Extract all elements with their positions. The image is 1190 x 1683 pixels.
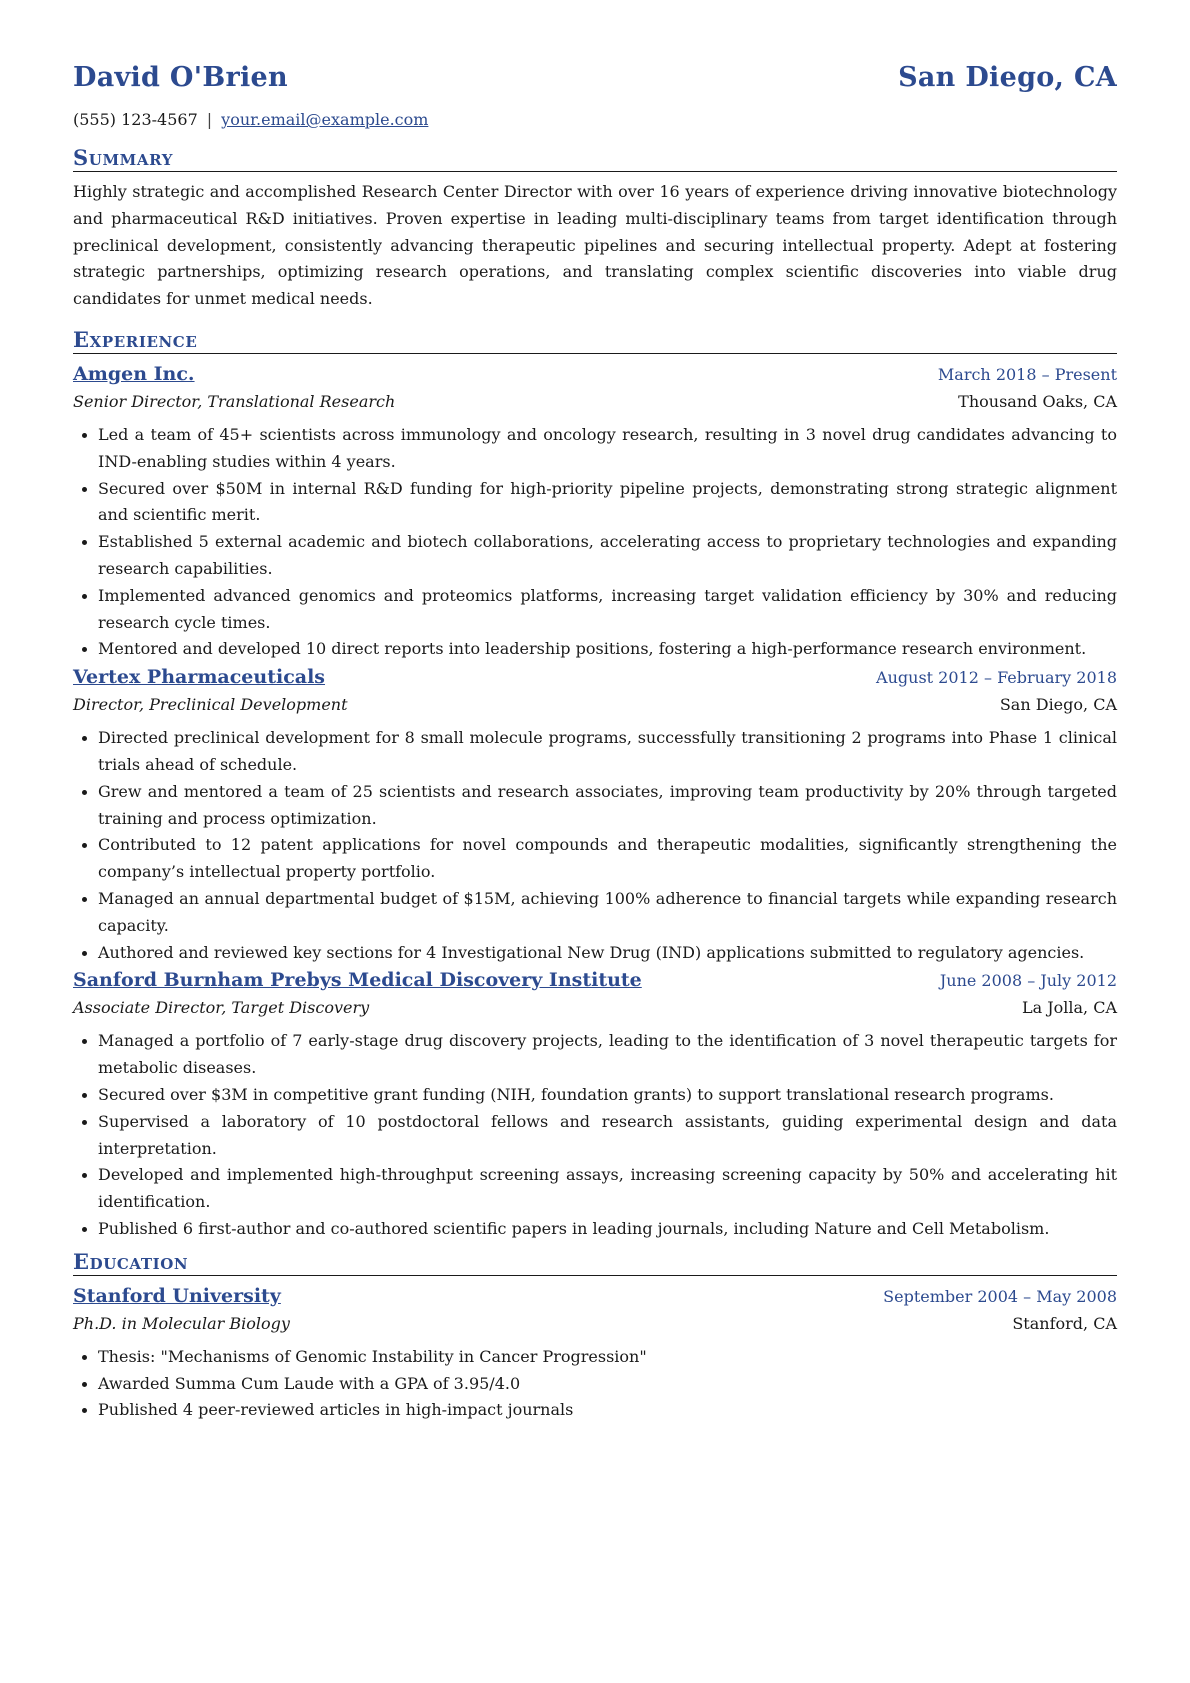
achievement-item: Led a team of 45+ scientists across immunology and oncology research, resulting in 3 novel drug candidates advancing to IND-enabling studies within 4 years. xyxy=(98,422,1117,476)
experience-entry xyxy=(73,663,1117,966)
summary-heading: Summary xyxy=(73,145,1117,172)
employer-link[interactable]: Sanford Burnham Prebys Medical Discovery Institute xyxy=(73,969,642,992)
job-title: Director, Preclinical Development xyxy=(73,695,348,715)
job-title: Associate Director, Target Discovery xyxy=(73,998,370,1018)
resume-header xyxy=(73,62,1117,102)
school-link[interactable]: Stanford University xyxy=(73,1284,281,1307)
employer-link[interactable]: Amgen Inc. xyxy=(73,362,195,385)
education-dates: September 2004 – May 2008 xyxy=(883,1286,1117,1306)
education-detail-item: Thesis: "Mechanisms of Genomic Instability in Cancer Progression" xyxy=(98,1344,1117,1371)
job-location: La Jolla, CA xyxy=(1021,998,1117,1018)
experience-heading: Experience xyxy=(73,327,1117,354)
achievement-item: Secured over $3M in competitive grant funding (NIH, foundation grants) to support translational research programs. xyxy=(98,1082,1117,1109)
employment-dates: March 2018 – Present xyxy=(937,364,1117,384)
achievement-item: Directed preclinical development for 8 small molecule programs, successfully transitioning 2 programs into Phase 1 clinical trials ahead of schedule. xyxy=(98,725,1117,779)
education-detail-item: Published 4 peer-reviewed articles in high-impact journals xyxy=(98,1397,1117,1424)
degree-title: Ph.D. in Molecular Biology xyxy=(73,1313,290,1333)
education-entry xyxy=(73,1282,1117,1424)
summary-text: Highly strategic and accomplished Research Center Director with over 16 years of experience driving innovative biotechnology and pharmaceutical R&D initiatives. Proven expertise in leading multi-disciplinary teams from target identification through preclinical development, consistently advancing therapeutic pipelines and securing intellectual property. Adept at fostering strategic partnerships, optimizing research operations, and translating complex scientific discoveries into viable drug candidates for unmet medical needs. xyxy=(73,182,1117,309)
education-heading: Education xyxy=(73,1249,1117,1276)
candidate-location: San Diego, CA xyxy=(898,62,1117,93)
achievement-list xyxy=(73,1028,1117,1242)
achievement-item: Supervised a laboratory of 10 postdoctoral fellows and research assistants, guiding experimental design and data interpretation. xyxy=(98,1109,1117,1163)
achievement-list xyxy=(73,725,1117,966)
job-location: Thousand Oaks, CA xyxy=(958,391,1117,411)
experience-entry xyxy=(73,966,1117,1242)
phone-number: (555) 123-4567 xyxy=(73,110,198,129)
employment-dates: August 2012 – February 2018 xyxy=(876,668,1117,688)
contact-separator: | xyxy=(206,110,213,129)
achievement-item: Published 6 first-author and co-authored scientific papers in leading journals, including Nature and Cell Metabolism. xyxy=(98,1216,1117,1243)
education-details-list xyxy=(73,1344,1117,1424)
achievement-item: Contributed to 12 patent applications for novel compounds and therapeutic modalities, significantly strengthening the company’s intellectual property portfolio. xyxy=(98,832,1117,886)
achievement-item: Authored and reviewed key sections for 4 Investigational New Drug (IND) applications submitted to regulatory agencies. xyxy=(98,940,1117,967)
job-location: San Diego, CA xyxy=(999,695,1117,715)
email-link[interactable]: your.email@example.com xyxy=(221,110,429,129)
achievement-item: Grew and mentored a team of 25 scientists and research associates, improving team productivity by 20% through targeted training and process optimization. xyxy=(98,779,1117,833)
job-title: Senior Director, Translational Research xyxy=(73,391,396,411)
contact-line xyxy=(73,109,1117,131)
achievement-item: Established 5 external academic and biotech collaborations, accelerating access to proprietary technologies and expanding research capabilities. xyxy=(98,529,1117,583)
achievement-item: Managed a portfolio of 7 early-stage drug discovery projects, leading to the identification of 3 novel therapeutic targets for metabolic diseases. xyxy=(98,1028,1117,1082)
achievement-item: Mentored and developed 10 direct reports into leadership positions, fostering a high-performance research environment. xyxy=(98,636,1117,663)
employment-dates: June 2008 – July 2012 xyxy=(939,971,1117,991)
achievement-item: Secured over $50M in internal R&D funding for high-priority pipeline projects, demonstrating strong strategic alignment and scientific merit. xyxy=(98,476,1117,530)
school-location: Stanford, CA xyxy=(1012,1313,1117,1333)
employer-link[interactable]: Vertex Pharmaceuticals xyxy=(73,666,326,689)
achievement-list xyxy=(73,422,1117,663)
education-detail-item: Awarded Summa Cum Laude with a GPA of 3.95/4.0 xyxy=(98,1371,1117,1398)
candidate-name: David O'Brien xyxy=(73,62,288,93)
achievement-item: Managed an annual departmental budget of $15M, achieving 100% adherence to financial targets while expanding research capacity. xyxy=(98,886,1117,940)
experience-entry xyxy=(73,360,1117,663)
achievement-item: Developed and implemented high-throughput screening assays, increasing screening capacity by 50% and accelerating hit identification. xyxy=(98,1162,1117,1216)
achievement-item: Implemented advanced genomics and proteomics platforms, increasing target validation efficiency by 30% and reducing research cycle times. xyxy=(98,583,1117,637)
